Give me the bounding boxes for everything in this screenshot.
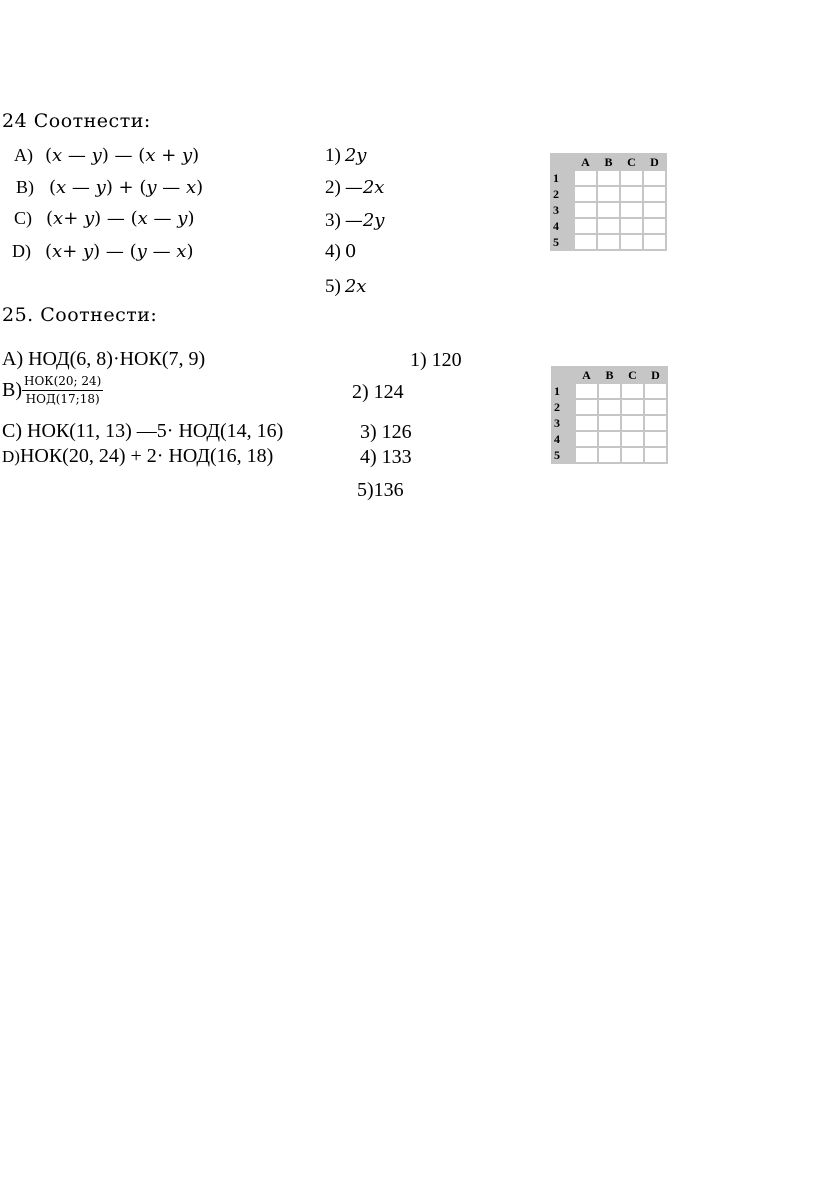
grid-row [552, 203, 665, 217]
grid-row [553, 400, 666, 414]
task24-item-b [16, 177, 203, 198]
grid-row [552, 235, 665, 249]
answer-cell[interactable] [575, 171, 596, 185]
answer-cell[interactable] [599, 432, 620, 446]
answer-cell[interactable] [576, 416, 597, 430]
answer-option: 2) —2x [325, 177, 385, 198]
task25-item-c: C) НОК(11, 13) —5· НОД(14, 16) [2, 420, 284, 442]
answer-cell[interactable] [621, 235, 642, 249]
grid-row [553, 384, 666, 398]
grid-row-header: 5 [553, 448, 574, 462]
answer-cell[interactable] [575, 235, 596, 249]
answer-option: 2) 124 [352, 381, 404, 403]
item-label: C) [14, 208, 32, 228]
task24-item-c [14, 208, 194, 229]
grid-row [552, 219, 665, 233]
answer-option: 3) —2y [325, 210, 385, 231]
answer-cell[interactable] [575, 187, 596, 201]
answer-option: 4) 133 [360, 446, 412, 468]
task25-item-a: A) НОД(6, 8)·НОК(7, 9) [2, 348, 206, 370]
answer-cell[interactable] [599, 384, 620, 398]
task24-answer-grid [550, 153, 667, 251]
item-expression: НОК(20, 24) + 2· НОД(16, 18) [19, 445, 274, 467]
answer-cell[interactable] [645, 400, 666, 414]
answer-cell[interactable] [622, 432, 643, 446]
grid-row-header: 1 [552, 171, 573, 185]
grid-row [553, 416, 666, 430]
answer-cell[interactable] [622, 384, 643, 398]
grid-row-header: 4 [552, 219, 573, 233]
grid-row [552, 187, 665, 201]
item-label: A) [14, 145, 33, 165]
item-expression: (x — y) — (x + y) [45, 145, 200, 166]
answer-cell[interactable] [599, 400, 620, 414]
task25-item-b [2, 374, 103, 407]
grid-row-header: 4 [553, 432, 574, 446]
answer-option: 1) 2y [325, 145, 367, 166]
answer-option: 1) 120 [410, 349, 462, 371]
answer-cell[interactable] [621, 203, 642, 217]
task24-heading: 24 Соотнести: [2, 110, 151, 132]
answer-cell[interactable] [621, 219, 642, 233]
answer-cell[interactable] [576, 400, 597, 414]
fraction-numerator: НОК(20; 24) [22, 374, 103, 391]
answer-option: 5)136 [357, 479, 404, 501]
answer-cell[interactable] [598, 219, 619, 233]
answer-cell[interactable] [644, 203, 665, 217]
answer-cell[interactable] [622, 400, 643, 414]
item-label: B) [2, 379, 22, 401]
answer-cell[interactable] [645, 384, 666, 398]
task25-answer-grid [551, 366, 668, 464]
answer-cell[interactable] [598, 203, 619, 217]
answer-cell[interactable] [621, 187, 642, 201]
grid-column-header: D [644, 155, 665, 169]
answer-cell[interactable] [645, 416, 666, 430]
item-label: B) [16, 177, 34, 197]
answer-cell[interactable] [598, 187, 619, 201]
answer-cell[interactable] [644, 219, 665, 233]
answer-cell[interactable] [599, 448, 620, 462]
answer-cell[interactable] [598, 235, 619, 249]
grid-column-header: A [575, 155, 596, 169]
grid-header-row [552, 155, 665, 169]
grid-row [552, 171, 665, 185]
answer-cell[interactable] [576, 432, 597, 446]
answer-cell[interactable] [576, 448, 597, 462]
item-label: D) [12, 241, 31, 261]
item-expression: (x+ y) — (y — x) [45, 241, 194, 262]
grid-header-row [553, 368, 666, 382]
item-expression: (x — y) + (y — x) [49, 177, 204, 198]
grid-row-header: 1 [553, 384, 574, 398]
grid-row [553, 448, 666, 462]
grid-row-header: 3 [553, 416, 574, 430]
answer-cell[interactable] [645, 448, 666, 462]
grid-row-header: 2 [552, 187, 573, 201]
grid-column-header: D [645, 368, 666, 382]
grid-column-header: B [599, 368, 620, 382]
grid-row-header: 2 [553, 400, 574, 414]
grid-column-header: C [621, 155, 642, 169]
task25-heading: 25. Соотнести: [2, 304, 158, 326]
grid-row [553, 432, 666, 446]
answer-cell[interactable] [598, 171, 619, 185]
answer-cell[interactable] [644, 171, 665, 185]
item-expression: (x+ y) — (x — y) [46, 208, 195, 229]
task24-item-d [12, 241, 193, 262]
grid-column-header: A [576, 368, 597, 382]
answer-cell[interactable] [575, 219, 596, 233]
answer-cell[interactable] [575, 203, 596, 217]
answer-cell[interactable] [645, 432, 666, 446]
answer-option: 3) 126 [360, 421, 412, 443]
answer-cell[interactable] [622, 416, 643, 430]
grid-row-header: 5 [552, 235, 573, 249]
grid-row-header: 3 [552, 203, 573, 217]
grid-column-header: B [598, 155, 619, 169]
task24-item-a [14, 145, 199, 166]
fraction-denominator: НОД(17;18) [25, 392, 100, 406]
item-label: D) [2, 447, 20, 466]
answer-cell[interactable] [576, 384, 597, 398]
answer-option: 4) 0 [325, 241, 357, 262]
answer-cell[interactable] [622, 448, 643, 462]
answer-cell[interactable] [644, 187, 665, 201]
fraction [22, 374, 103, 407]
answer-cell[interactable] [599, 416, 620, 430]
grid-column-header: C [622, 368, 643, 382]
answer-cell[interactable] [621, 171, 642, 185]
answer-cell[interactable] [644, 235, 665, 249]
task25-item-d [2, 445, 273, 468]
answer-option: 5) 2x [325, 276, 367, 297]
